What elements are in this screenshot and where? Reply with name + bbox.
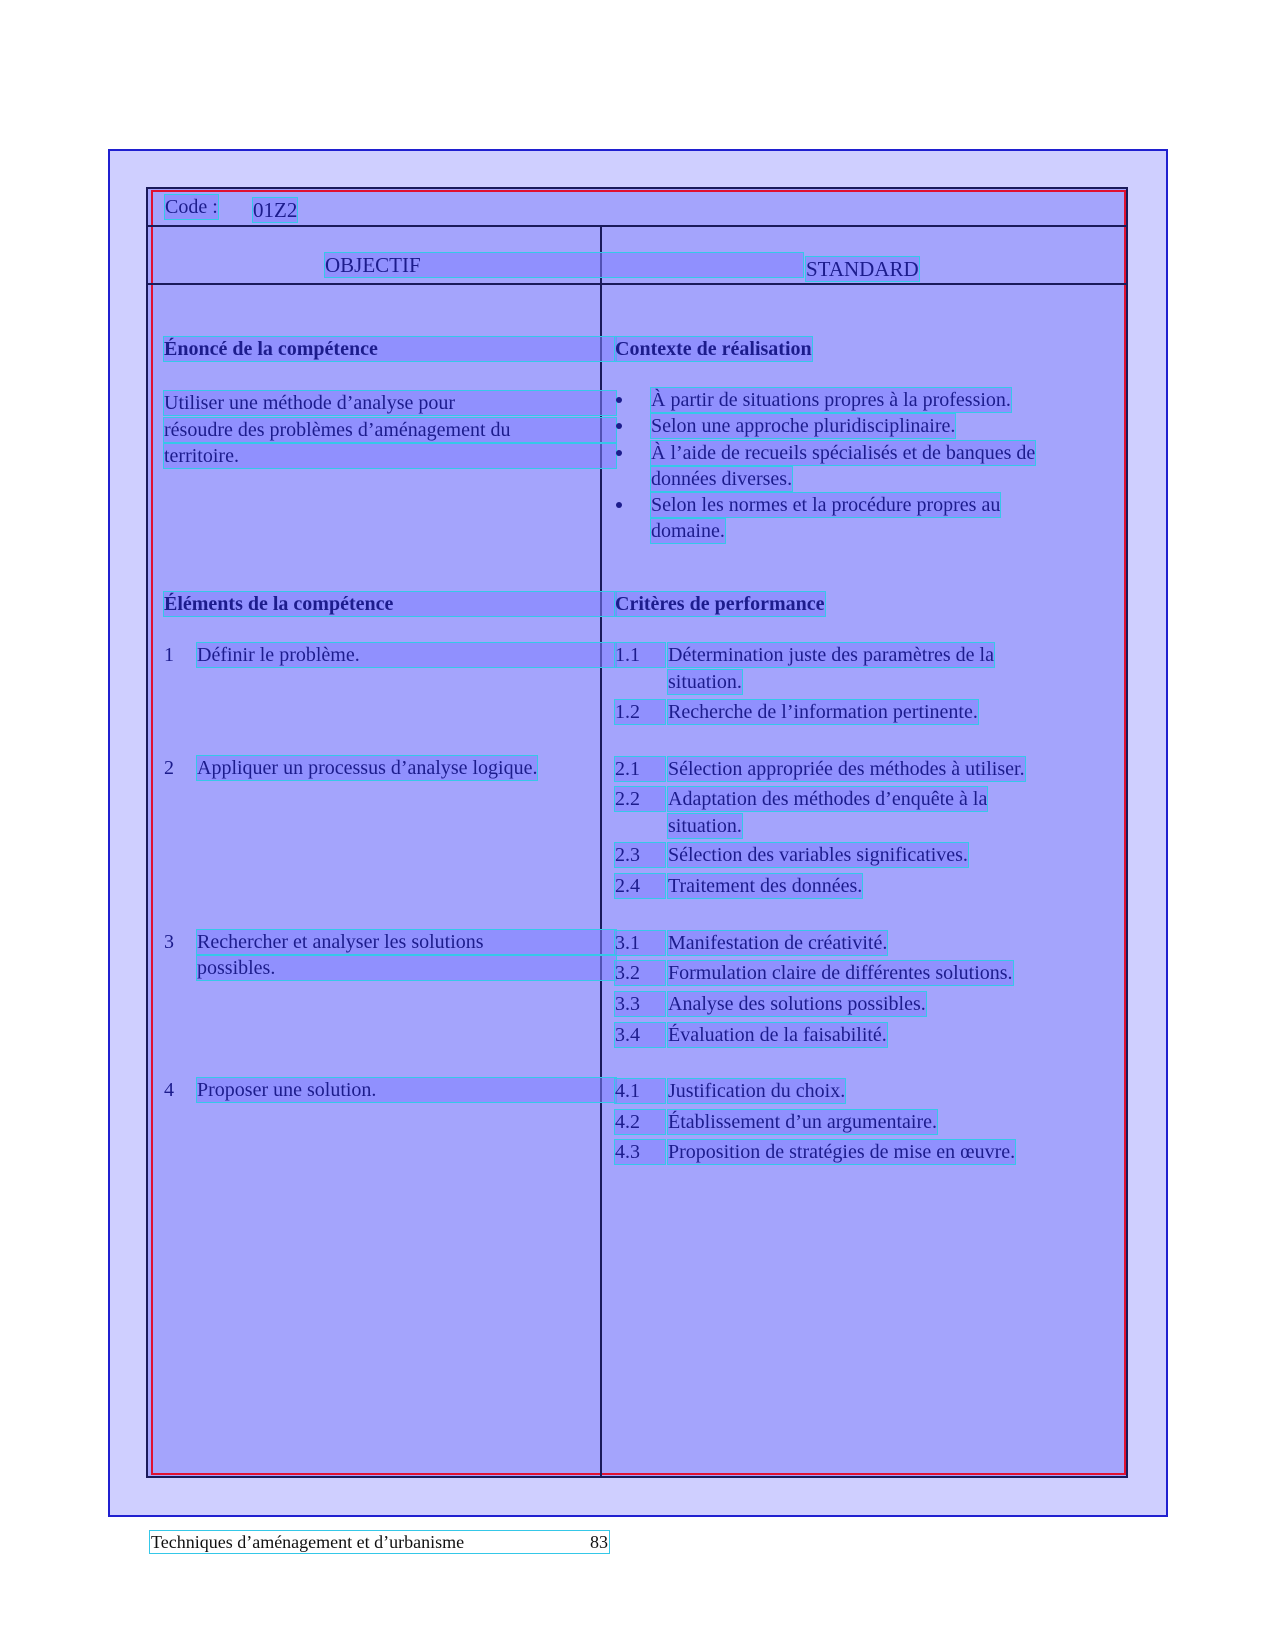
critere-number: 2.2 <box>615 787 665 811</box>
page-footer <box>150 1531 609 1553</box>
critere-3-4: Évaluation de la faisabilité. <box>668 1024 887 1046</box>
critere-number: 4.2 <box>615 1110 665 1134</box>
critere-1-2: Recherche de l’information pertinente. <box>668 701 978 723</box>
contexte-bullet-3-line-1: À l’aide de recueils spécialisés et de banques de <box>651 442 1036 464</box>
column-header-objectif: OBJECTIF <box>325 253 803 277</box>
element-number: 4 <box>164 1079 174 1101</box>
critere-1-1-line-1: Détermination juste des paramètres de la <box>668 644 994 666</box>
critere-number: 4.3 <box>615 1140 665 1164</box>
critere-number: 3.2 <box>615 961 665 985</box>
criteres-title: Critères de performance <box>615 593 825 615</box>
critere-2-1: Sélection appropriée des méthodes à utiliser. <box>668 758 1025 780</box>
element-3-text-line-1: Rechercher et analyser les solutions <box>197 930 616 954</box>
enonce-line-2: résoudre des problèmes d’aménagement du <box>164 418 616 442</box>
element-number: 1 <box>164 644 174 666</box>
critere-number: 2.4 <box>615 874 665 898</box>
critere-4-1: Justification du choix. <box>668 1080 846 1102</box>
contexte-title: Contexte de réalisation <box>615 338 812 360</box>
critere-number: 4.1 <box>615 1079 665 1103</box>
bullet-icon <box>616 450 622 456</box>
element-4-text: Proposer une solution. <box>197 1078 616 1102</box>
element-number: 2 <box>164 757 174 779</box>
element-number: 3 <box>164 931 174 953</box>
critere-number: 3.4 <box>615 1023 665 1047</box>
contexte-bullet-1: À partir de situations propres à la profession. <box>651 389 1011 411</box>
element-3-text-line-2: possibles. <box>197 956 616 980</box>
contexte-bullet-4-line-1: Selon les normes et la procédure propres au <box>651 494 1001 516</box>
contexte-bullet-2: Selon une approche pluridisciplinaire. <box>651 415 956 437</box>
code-value: 01Z2 <box>253 198 298 222</box>
enonce-title: Énoncé de la compétence <box>164 337 616 361</box>
bullet-icon <box>616 397 622 403</box>
competency-table <box>146 187 1128 1478</box>
critere-number: 1.1 <box>615 643 665 667</box>
enonce-line-3: territoire. <box>164 444 616 468</box>
critere-3-1: Manifestation de créativité. <box>668 932 888 954</box>
critere-1-1-line-2: situation. <box>668 671 742 693</box>
critere-2-4: Traitement des données. <box>668 875 863 897</box>
critere-2-2-line-2: situation. <box>668 815 742 837</box>
critere-4-2: Établissement d’un argumentaire. <box>668 1111 937 1133</box>
contexte-bullet-4-line-2: domaine. <box>651 520 725 542</box>
critere-number: 2.3 <box>615 843 665 867</box>
critere-3-2: Formulation claire de différentes solutions. <box>668 962 1013 984</box>
critere-4-3: Proposition de stratégies de mise en œuvre. <box>668 1141 1016 1163</box>
critere-number: 1.2 <box>615 700 665 724</box>
contexte-bullet-3-line-2: données diverses. <box>651 468 793 490</box>
code-row-divider <box>148 225 1126 227</box>
critere-3-3: Analyse des solutions possibles. <box>668 993 926 1015</box>
page-number: 83 <box>590 1532 608 1552</box>
enonce-line-1: Utiliser une méthode d’analyse pour <box>164 391 616 415</box>
critere-2-3: Sélection des variables significatives. <box>668 844 968 866</box>
elements-title: Éléments de la compétence <box>164 592 616 616</box>
footer-title: Techniques d’aménagement et d’urbanisme <box>151 1532 465 1552</box>
critere-2-2-line-1: Adaptation des méthodes d’enquête à la <box>668 788 988 810</box>
column-header-standard: STANDARD <box>806 257 919 281</box>
critere-number: 2.1 <box>615 757 665 781</box>
critere-number: 3.3 <box>615 992 665 1016</box>
element-1-text: Définir le problème. <box>197 643 616 667</box>
critere-number: 3.1 <box>615 931 665 955</box>
header-row-divider <box>148 283 1126 285</box>
bullet-icon <box>616 502 622 508</box>
code-label: Code : <box>165 196 218 218</box>
bullet-icon <box>616 423 622 429</box>
element-2-text: Appliquer un processus d’analyse logique. <box>197 757 538 779</box>
